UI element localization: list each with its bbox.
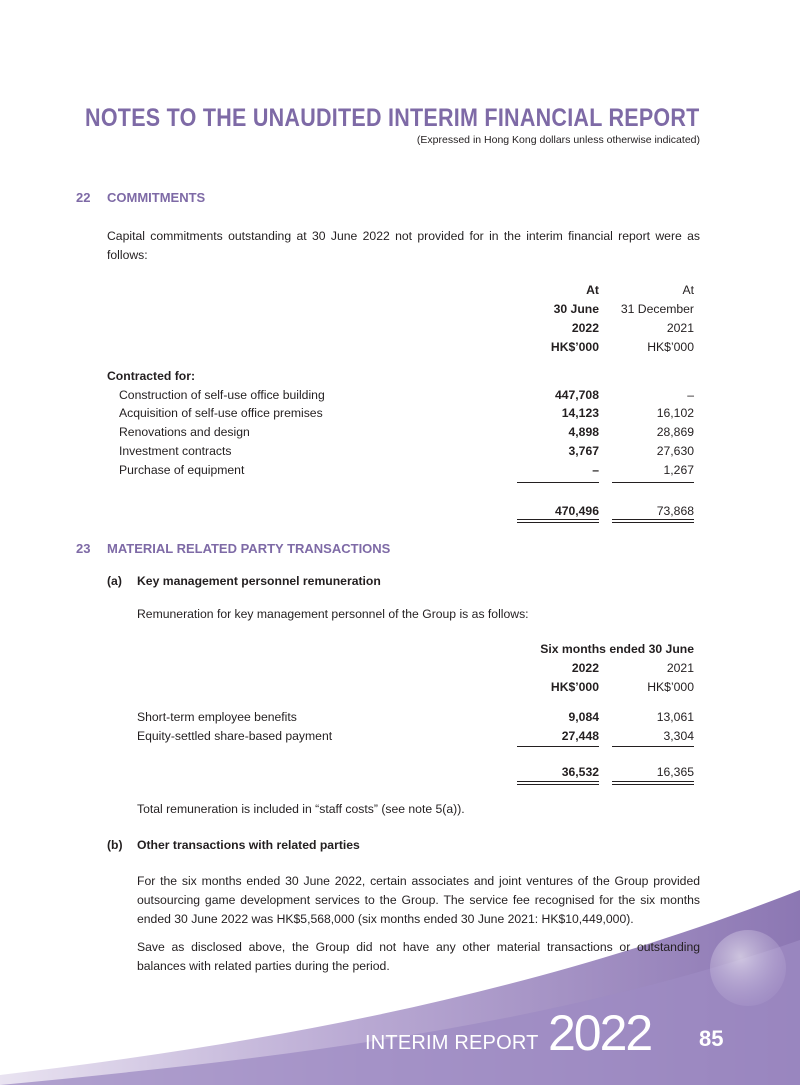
column-header: HK$’000 — [550, 340, 599, 354]
remuneration-note: Total remuneration is included in “staff costs” (see note 5(a)). — [137, 802, 465, 816]
section-intro: Capital commitments outstanding at 30 June 2022 not provided for in the interim financial report were as follows: — [107, 229, 700, 262]
subsection-intro: Remuneration for key management personnel of the Group is as follows: — [137, 607, 529, 621]
subtotal-rule — [612, 482, 694, 483]
column-header: 2022 — [571, 661, 599, 675]
column-header: HK$’000 — [550, 680, 599, 694]
row-label: Renovations and design — [119, 425, 250, 439]
column-header: 2021 — [666, 321, 694, 335]
column-header: HK$’000 — [647, 680, 694, 694]
row-value-2022: – — [592, 463, 599, 477]
page-title: NOTES TO THE UNAUDITED INTERIM FINANCIAL REPORT — [85, 104, 700, 132]
section-title: MATERIAL RELATED PARTY TRANSACTIONS — [107, 541, 391, 556]
row-value-2022: 447,708 — [554, 388, 599, 402]
page-number: 85 — [699, 1026, 724, 1051]
row-value-2021: 16,102 — [656, 406, 694, 420]
column-header: 30 June — [553, 302, 599, 316]
footer-year: 2022 — [548, 1005, 652, 1061]
subtotal-rule — [517, 482, 599, 483]
row-label: Short-term employee benefits — [137, 710, 297, 724]
row-value-2022: 9,084 — [568, 710, 599, 724]
subsection-letter: (a) — [107, 574, 122, 588]
subsection-letter: (b) — [107, 838, 123, 852]
row-value-2022: 4,898 — [568, 425, 599, 439]
row-label: Purchase of equipment — [119, 463, 245, 477]
column-header: At — [682, 283, 694, 297]
row-value-2021: 3,304 — [663, 729, 694, 743]
total-double-rule — [612, 781, 694, 785]
row-value-2021: 1,267 — [663, 463, 694, 477]
row-value-2021: 13,061 — [656, 710, 694, 724]
total-double-rule — [612, 519, 694, 523]
period-header: Six months ended 30 June — [540, 642, 694, 656]
subtotal-rule — [517, 746, 599, 747]
total-double-rule — [517, 781, 599, 785]
paragraph: Save as disclosed above, the Group did not have any other material transactions or outstanding balances with related parties during the period. — [137, 940, 700, 973]
column-header: At — [586, 283, 599, 297]
row-value-2022: 3,767 — [568, 444, 599, 458]
total-double-rule — [517, 519, 599, 523]
total-2022: 36,532 — [561, 765, 599, 779]
total-2021: 73,868 — [656, 504, 694, 518]
section-title: COMMITMENTS — [107, 190, 206, 205]
column-header: 2022 — [571, 321, 599, 335]
column-header: 31 December — [620, 302, 694, 316]
row-value-2021: – — [687, 388, 694, 402]
row-label: Construction of self-use office building — [119, 388, 325, 402]
row-value-2021: 28,869 — [656, 425, 694, 439]
row-label: Investment contracts — [119, 444, 232, 458]
column-header: 2021 — [666, 661, 694, 675]
row-label: Acquisition of self-use office premises — [119, 406, 323, 420]
footer-report-label: INTERIM REPORT — [365, 1032, 539, 1054]
section-number: 22 — [76, 190, 91, 205]
subsection-title: Other transactions with related parties — [137, 838, 360, 852]
row-value-2021: 27,630 — [656, 444, 694, 458]
row-value-2022: 27,448 — [561, 729, 599, 743]
section-number: 23 — [76, 541, 91, 556]
row-value-2022: 14,123 — [561, 406, 599, 420]
total-2022: 470,496 — [554, 504, 599, 518]
total-2021: 16,365 — [656, 765, 694, 779]
group-label: Contracted for: — [107, 369, 196, 383]
row-label: Equity-settled share-based payment — [137, 729, 333, 743]
subsection-title: Key management personnel remuneration — [137, 574, 381, 588]
paragraph: For the six months ended 30 June 2022, certain associates and joint ventures of the Group provided outsourcing game development services to the Group. The service fee recognised for the six months ended 30 June 2022 was HK$5,568,000 (six months ended 30 June 2021: HK$10,449,000). — [137, 874, 700, 926]
column-header: HK$’000 — [647, 340, 694, 354]
page-subtitle: (Expressed in Hong Kong dollars unless otherwise indicated) — [416, 134, 700, 146]
subtotal-rule — [612, 746, 694, 747]
